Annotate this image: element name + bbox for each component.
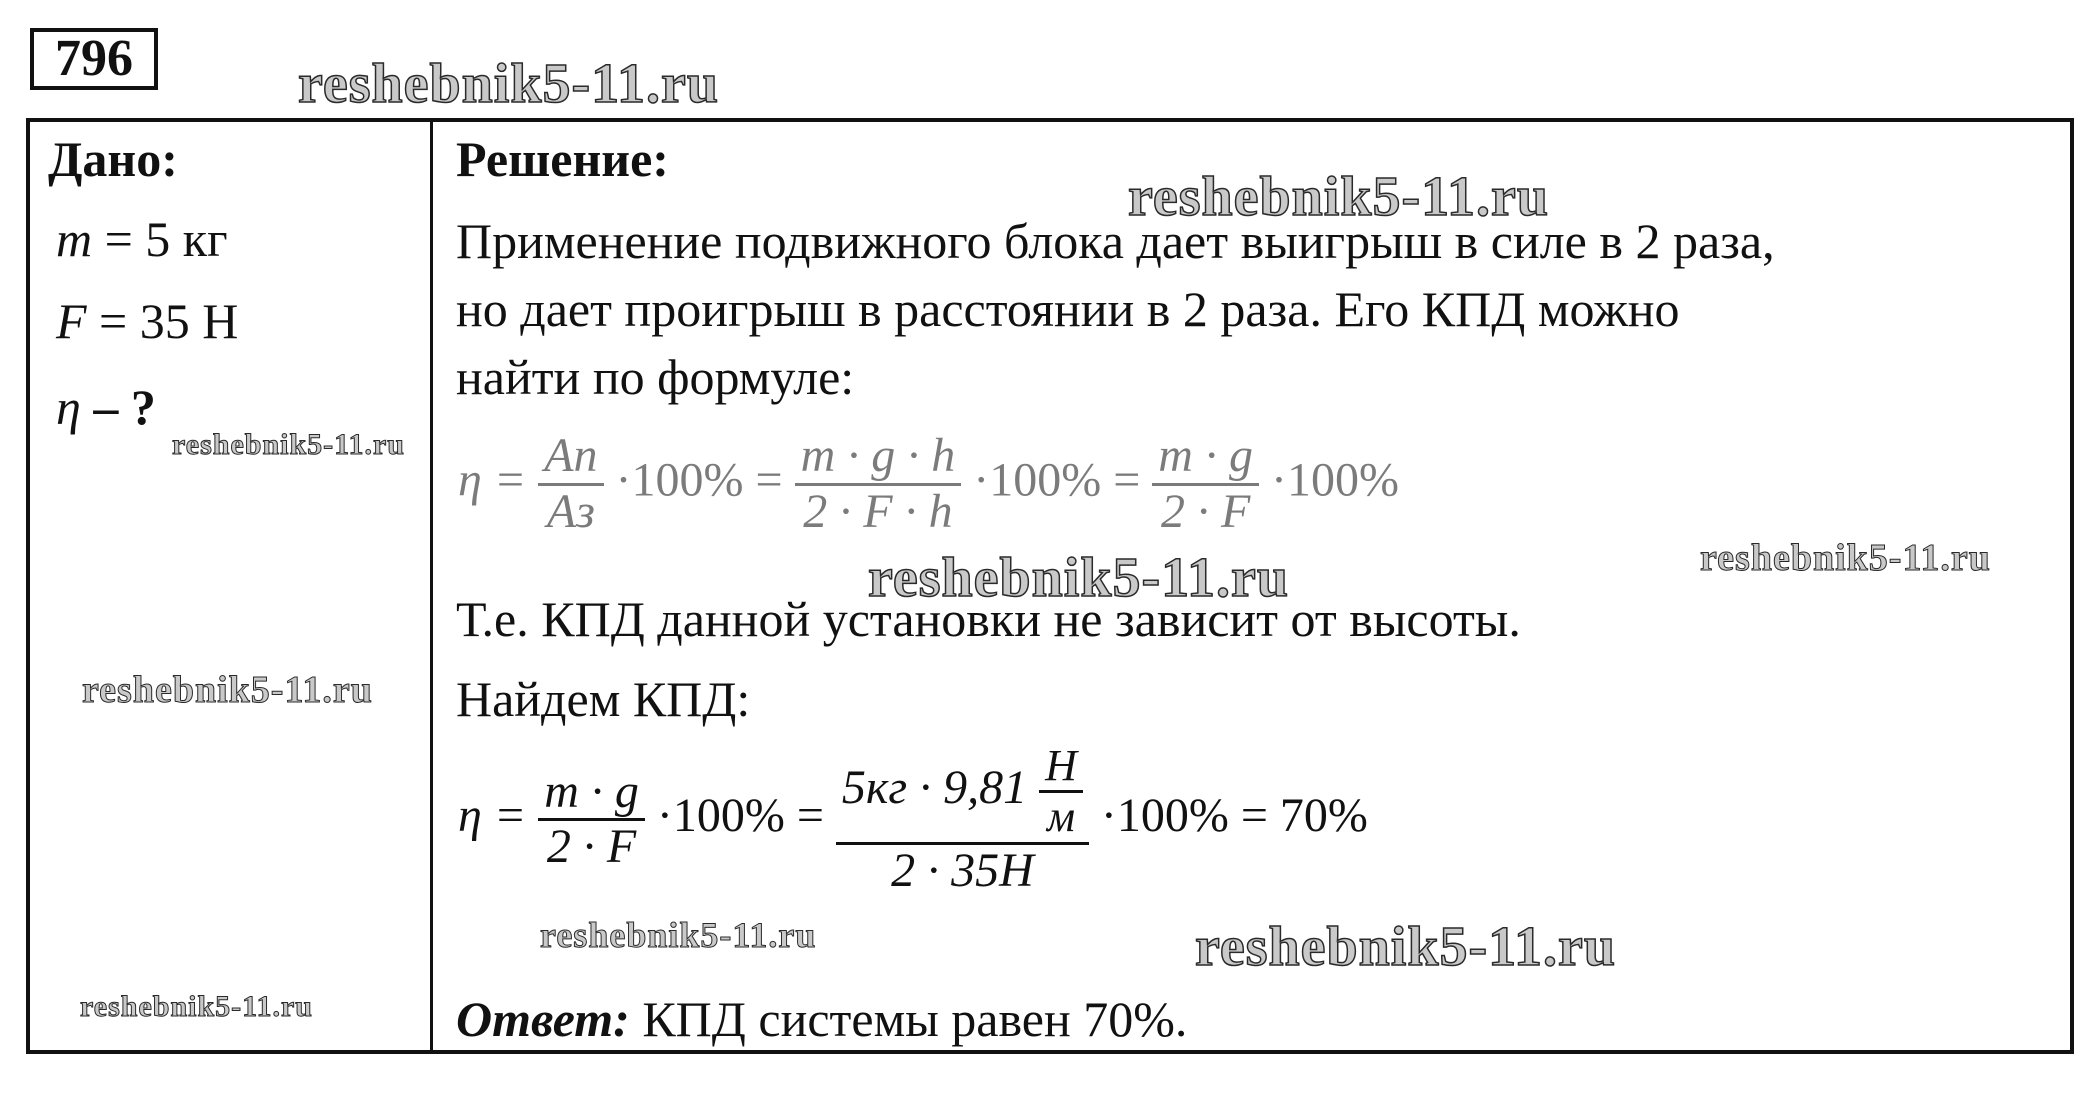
formula2-numeric-den: 2 · 35Н — [891, 843, 1034, 897]
formula1-useful-work: Aп — [538, 430, 603, 486]
given-force-value: = 35 Н — [99, 293, 239, 349]
watermark: reshebnik5-11.ru — [1128, 166, 1550, 228]
answer — [456, 990, 1187, 1048]
watermark: reshebnik5-11.ru — [80, 990, 313, 1023]
formula2-unit-meter: м — [1046, 792, 1076, 842]
formula2-mass-g: 5кг · 9,81 — [841, 760, 1028, 814]
formula1-total-work: Aз — [546, 484, 595, 538]
solution-header: Решение: — [456, 131, 669, 187]
watermark: reshebnik5-11.ru — [1700, 537, 1991, 579]
formula1-simplified-num: m · g — [1152, 430, 1259, 486]
solution-note: Т.е. КПД данной установки не зависит от высоты. — [456, 591, 1521, 647]
formula1-fraction-work — [538, 430, 603, 539]
formula2-symbolic-num: m · g — [538, 766, 645, 822]
formula1-pct1: ·100% = — [615, 453, 783, 507]
formula1-expanded-den: 2 · F · h — [803, 484, 953, 538]
formula-efficiency-general — [458, 430, 1399, 539]
formula1-simplified-den: 2 · F — [1160, 484, 1251, 538]
formula2-unit-fraction — [1039, 742, 1083, 842]
formula1-pct2: ·100% = — [973, 453, 1141, 507]
formula2-numeric-num — [836, 742, 1089, 845]
formula1-expanded-num: m · g · h — [795, 430, 962, 486]
given-force — [56, 292, 238, 350]
given-efficiency — [56, 378, 156, 436]
given-eta-question: – ? — [93, 379, 156, 435]
solution-line-2: но дает проигрыш в расстоянии в 2 раза. Его КПД можно — [456, 281, 1680, 337]
given-mass — [56, 210, 228, 268]
given-force-var: F — [56, 293, 87, 349]
formula1-fraction-expanded — [795, 430, 962, 539]
watermark: reshebnik5-11.ru — [298, 53, 720, 115]
given-mass-var: m — [56, 211, 93, 267]
problem-number: 796 — [30, 28, 158, 90]
given-mass-value: = 5 кг — [104, 211, 228, 267]
answer-label: Ответ: — [456, 991, 630, 1047]
formula2-fraction-numeric — [836, 742, 1089, 898]
formula2-result: ·100% = 70% — [1100, 788, 1368, 842]
formula1-fraction-simplified — [1152, 430, 1259, 539]
watermark: reshebnik5-11.ru — [868, 547, 1290, 609]
formula2-symbolic-den: 2 · F — [546, 820, 637, 874]
watermark: reshebnik5-11.ru — [82, 669, 373, 711]
given-eta-var: η — [56, 379, 81, 435]
column-divider — [430, 118, 433, 1054]
solution-find-efficiency: Найдем КПД: — [456, 671, 751, 727]
formula1-pct3: ·100% — [1270, 453, 1399, 507]
solution-line-1: Применение подвижного блока дает выигрыш в силе в 2 раза, — [456, 213, 1775, 269]
answer-text: КПД системы равен 70%. — [642, 991, 1188, 1047]
formula2-eta: η = — [458, 788, 527, 842]
formula2-pct1: ·100% = — [656, 788, 824, 842]
watermark: reshebnik5-11.ru — [540, 915, 817, 955]
watermark: reshebnik5-11.ru — [1195, 916, 1617, 978]
watermark: reshebnik5-11.ru — [172, 428, 405, 461]
solution-line-3: найти по формуле: — [456, 349, 855, 405]
given-header: Дано: — [48, 131, 178, 187]
formula-efficiency-numeric — [458, 742, 1368, 898]
formula1-eta: η = — [458, 453, 527, 507]
formula2-fraction-symbolic — [538, 766, 645, 875]
formula2-unit-newton: Н — [1039, 742, 1083, 793]
